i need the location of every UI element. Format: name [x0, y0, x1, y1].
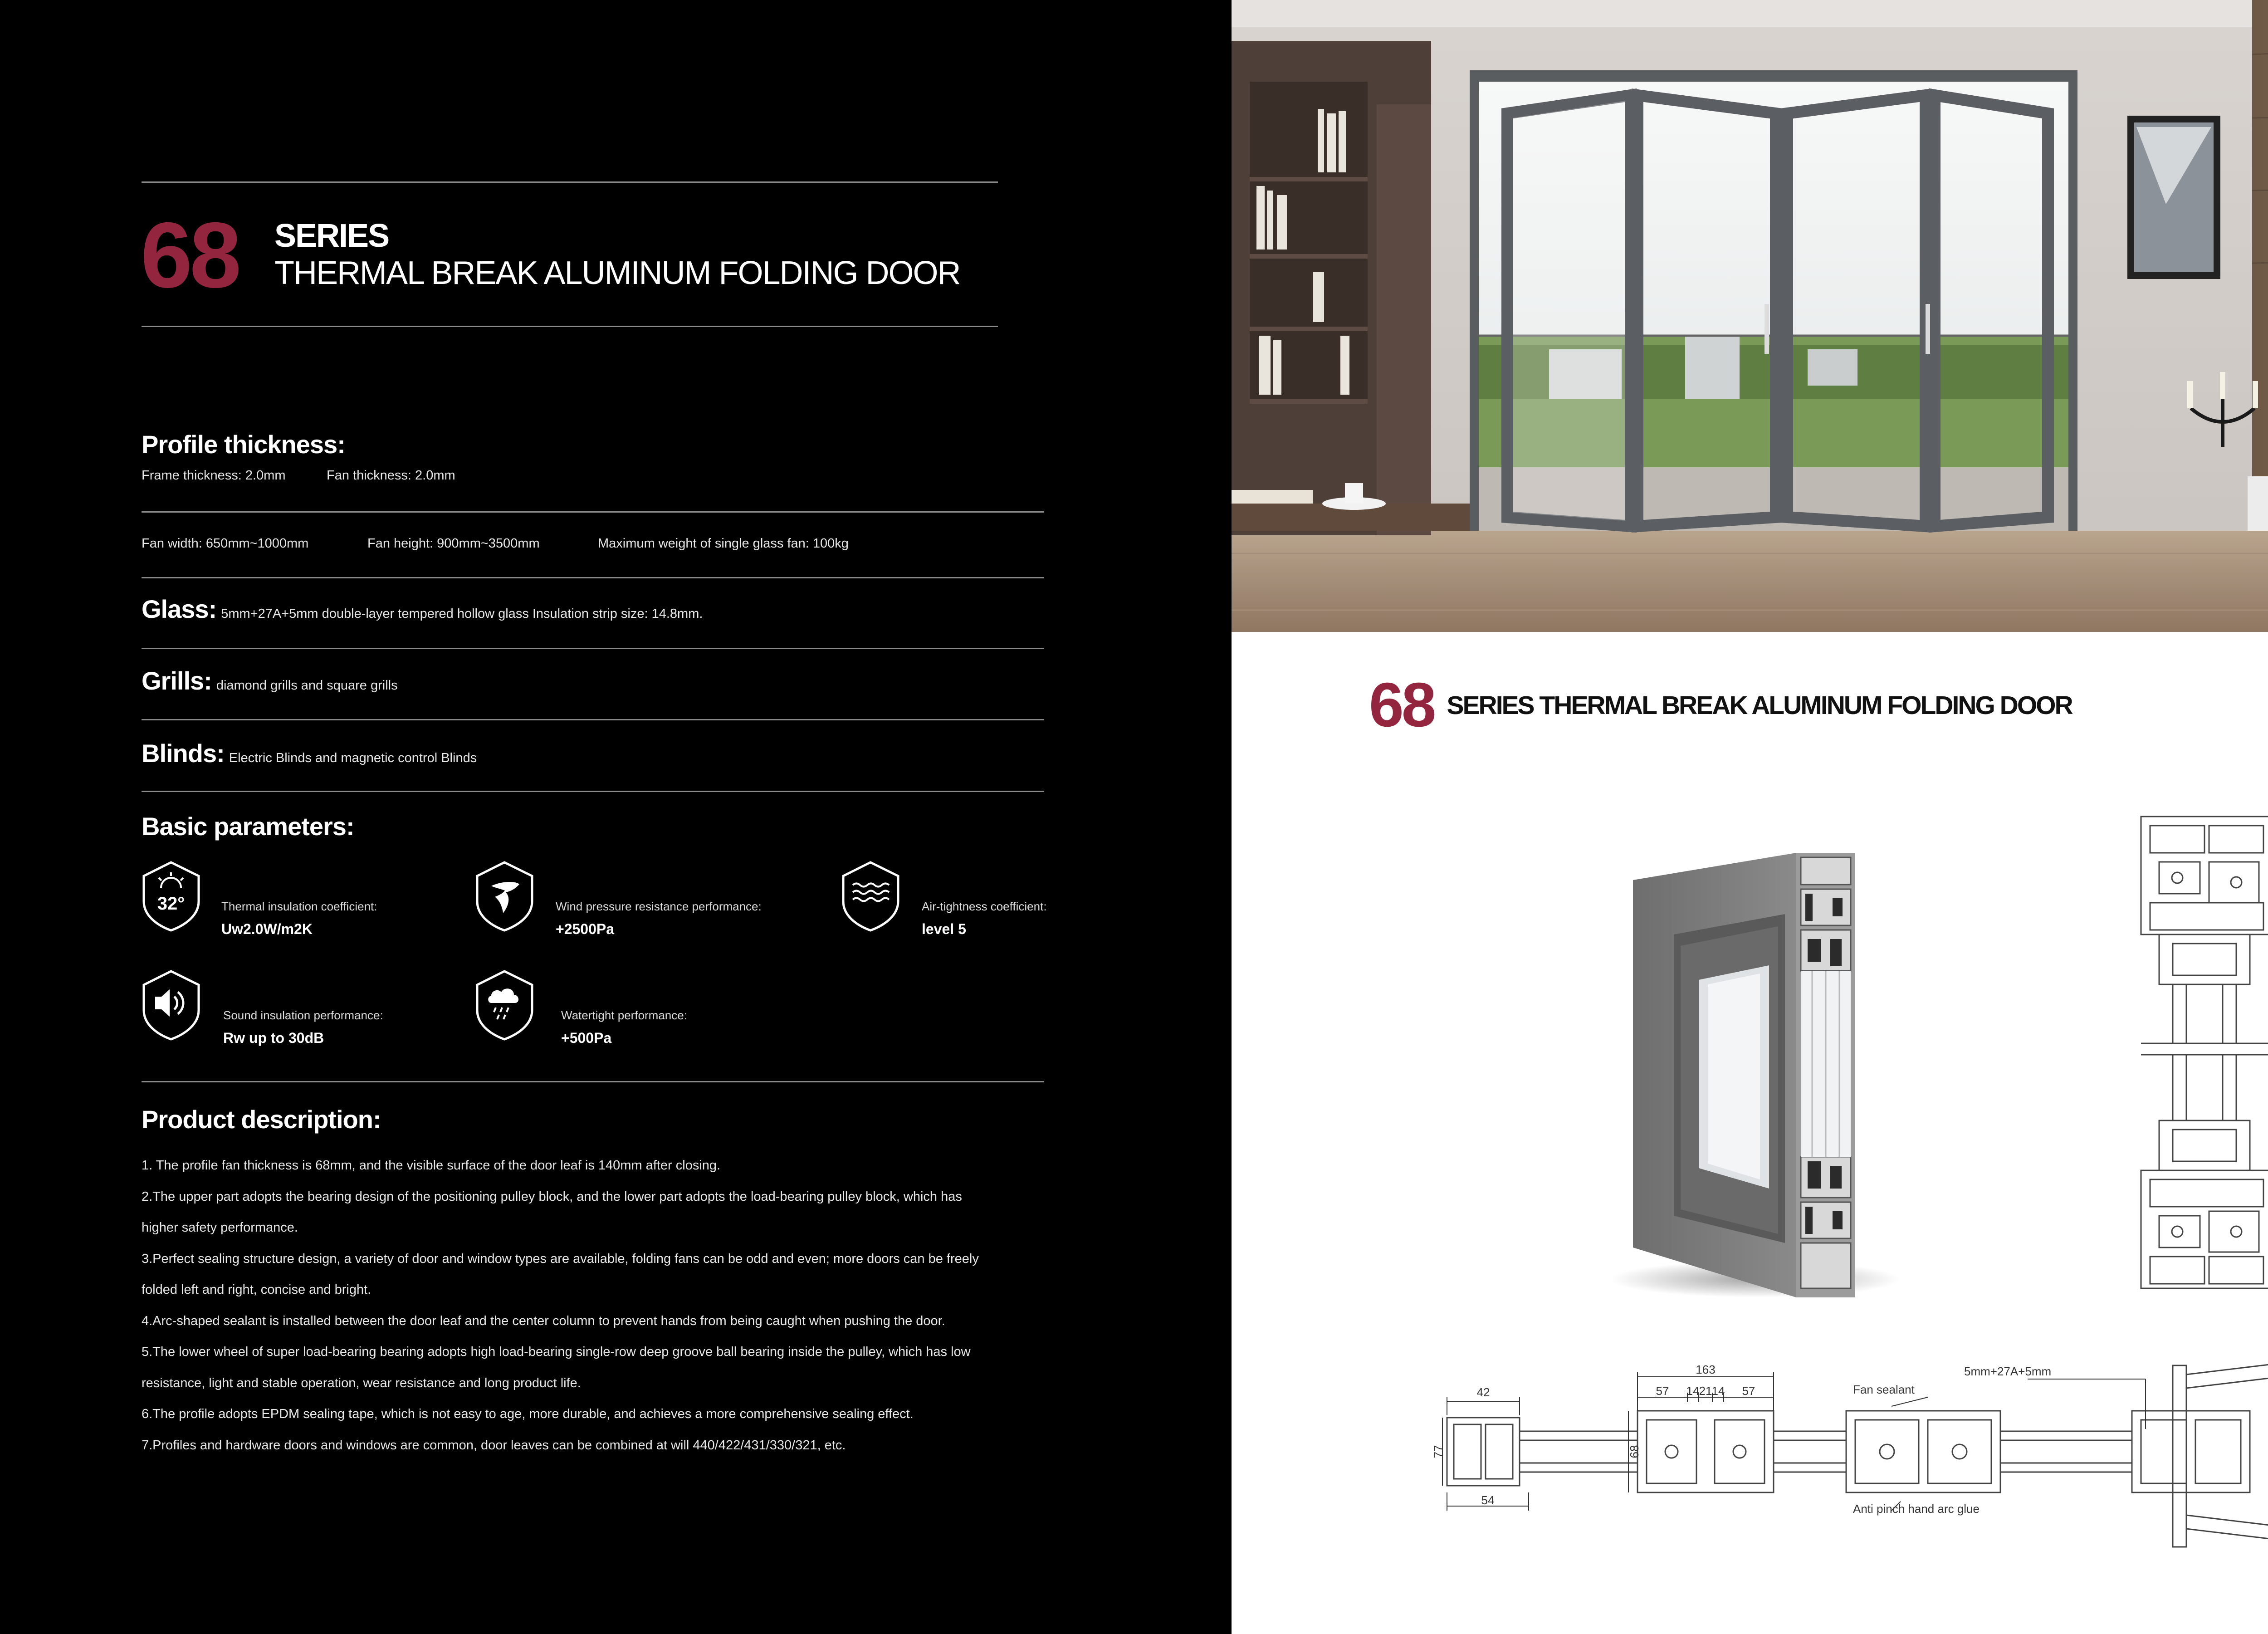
fan-thickness: Fan thickness: 2.0mm [327, 468, 455, 483]
rain-icon [474, 969, 535, 1041]
vertical-section-drawing [2132, 807, 2268, 1297]
profile-heading: Profile thickness: [142, 430, 345, 459]
wind-label: Wind pressure resistance performance: [556, 900, 762, 913]
svg-text:57: 57 [1656, 1384, 1669, 1398]
divider [142, 577, 1044, 578]
profile-3d-render [1606, 844, 1896, 1306]
description-line: 6.The profile adopts EPDM sealing tape, which is not easy to age, more durable, and achieves a more comprehensive sealing effect. [142, 1407, 914, 1421]
description-line: 2.The upper part adopts the bearing design of the positioning pulley block, and the lower part adopts the load-bearing pulley block, which has [142, 1189, 962, 1204]
rain-label: Watertight performance: [561, 1008, 687, 1022]
description-line: 4.Arc-shaped sealant is installed between the door leaf and the center column to prevent hands from being caught when pushing the door. [142, 1313, 945, 1328]
rain-value: +500Pa [561, 1030, 612, 1046]
description-line: resistance, light and stable operation, wear resistance and long product life. [142, 1375, 581, 1390]
svg-text:163: 163 [1696, 1363, 1716, 1376]
description-line: 5.The lower wheel of super load-bearing bearing adopts high load-bearing single-row deep groove ball bearing inside the pulley, which has low [142, 1345, 971, 1359]
description-line: 7.Profiles and hardware doors and windows are common, door leaves can be combined at will 440/422/431/330/321, etc. [142, 1438, 846, 1453]
svg-text:14: 14 [1686, 1384, 1700, 1398]
glass-row [142, 594, 703, 624]
right-title [1369, 669, 2072, 741]
thermal-label: Thermal insulation coefficient: [221, 900, 377, 913]
grills-heading: Grills: [142, 666, 212, 695]
description-line: folded left and right, concise and bright. [142, 1282, 371, 1297]
fan-width: Fan width: 650mm~1000mm [142, 536, 309, 551]
svg-text:21: 21 [1699, 1384, 1712, 1398]
max-weight: Maximum weight of single glass fan: 100kg [598, 536, 849, 551]
parameters-heading: Basic parameters: [142, 812, 354, 841]
frame-thickness: Frame thickness: 2.0mm [142, 468, 286, 483]
blinds-heading: Blinds: [142, 739, 225, 768]
description-line: 1. The profile fan thickness is 68mm, and the visible surface of the door leaf is 140mm after closing. [142, 1158, 721, 1173]
title-bottom-rule [142, 326, 998, 327]
svg-text:14: 14 [1711, 1384, 1725, 1398]
thermal-value: Uw2.0W/m2K [221, 921, 313, 937]
horizontal-section-drawing [1432, 1356, 2268, 1556]
air-icon [840, 860, 901, 932]
thermal-icon [141, 860, 202, 932]
glass-text: 5mm+27A+5mm double-layer tempered hollow glass Insulation strip size: 14.8mm. [221, 607, 703, 621]
svg-text:Anti pinch hand arc glue: Anti pinch hand arc glue [1853, 1502, 1980, 1516]
description-line: 3.Perfect sealing structure design, a variety of door and window types are available, folding fans can be odd and even; more doors can be freely [142, 1251, 979, 1266]
sound-label: Sound insulation performance: [223, 1008, 383, 1022]
series-label: SERIES [274, 218, 389, 254]
divider [142, 648, 1044, 649]
svg-text:32°: 32° [157, 894, 185, 914]
product-subtitle: THERMAL BREAK ALUMINUM FOLDING DOOR [274, 255, 960, 291]
grills-text: diamond grills and square grills [216, 678, 398, 693]
series-number: 68 [141, 203, 239, 307]
sound-value: Rw up to 30dB [223, 1030, 324, 1046]
divider [142, 719, 1044, 720]
fan-height: Fan height: 900mm~3500mm [367, 536, 540, 551]
right-title-number: 68 [1369, 670, 1434, 740]
description-line: higher safety performance. [142, 1220, 298, 1235]
grills-row [142, 666, 398, 695]
air-value: level 5 [922, 921, 966, 937]
svg-text:77: 77 [1432, 1445, 1445, 1458]
air-label: Air-tightness coefficient: [922, 900, 1047, 913]
blinds-text: Electric Blinds and magnetic control Blinds [229, 751, 477, 765]
description-body [142, 1150, 1031, 1461]
top-rule [142, 181, 998, 183]
svg-text:Fan sealant: Fan sealant [1853, 1383, 1915, 1396]
divider [142, 511, 1044, 513]
svg-text:54: 54 [1481, 1493, 1495, 1507]
right-title-text: SERIES THERMAL BREAK ALUMINUM FOLDING DOOR [1447, 690, 2072, 720]
blinds-row [142, 739, 477, 768]
divider [142, 1081, 1044, 1082]
wind-icon [474, 860, 535, 932]
wind-value: +2500Pa [556, 921, 615, 937]
svg-text:42: 42 [1476, 1385, 1490, 1399]
sound-icon [141, 969, 202, 1041]
svg-text:5mm+27A+5mm: 5mm+27A+5mm [1964, 1365, 2052, 1378]
svg-text:68: 68 [1628, 1445, 1641, 1458]
glass-heading: Glass: [142, 595, 217, 623]
svg-text:57: 57 [1742, 1384, 1755, 1398]
divider [142, 791, 1044, 792]
interior-photo [1232, 0, 2268, 632]
description-heading: Product description: [142, 1105, 381, 1134]
